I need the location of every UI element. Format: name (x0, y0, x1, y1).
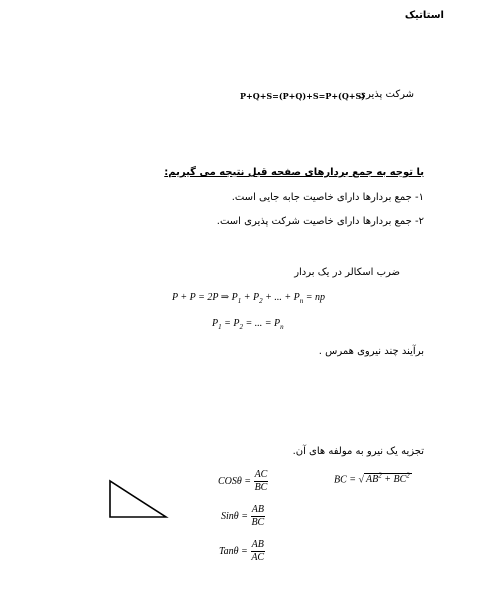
scalar-eq2-part1: P (212, 318, 219, 329)
conclusion-item-1: ۱- جمع بردارها دارای خاصیت جابه جایی است. (231, 192, 424, 203)
right-triangle-figure (104, 476, 170, 520)
scalar-eq1-sub2: 2 (259, 297, 263, 305)
page-header: استاتیک (404, 10, 444, 21)
sin-fraction (250, 505, 265, 528)
radicand-b-exp: 2 (406, 472, 410, 480)
scalar-heading: ضرب اسکالر در یک بردار (294, 267, 400, 278)
scalar-eq2-part3: = ... = P (242, 318, 281, 329)
scalar-eq1-part3: + ... + P (262, 292, 300, 303)
radicand-a: AB (366, 474, 379, 486)
sqrt-radicand (364, 473, 412, 485)
sin-formula (221, 505, 265, 528)
tan-fraction (250, 540, 265, 563)
sqrt-sign: √ (358, 474, 365, 486)
scalar-equation-2 (212, 318, 284, 331)
scalar-eq1-part1: P + P = 2P ⇒ P (172, 292, 238, 303)
radicand-plus: + BC (381, 474, 407, 486)
scalar-eq2-part2: = P (221, 318, 240, 329)
conclusion-heading: با توجه به جمع بردارهای صفحه قبل نتیجه می گیریم: (164, 167, 424, 178)
scalar-eq1-part4: = np (303, 292, 325, 303)
tan-lhs: Tanθ = (219, 545, 248, 557)
bc-lhs: BC = (334, 474, 359, 486)
cos-numerator: AC (254, 469, 268, 480)
sin-denominator: BC (251, 517, 265, 528)
cos-fraction (254, 470, 269, 493)
sin-lhs: Sinθ = (221, 510, 248, 522)
scalar-eq1-sub1: 1 (237, 297, 242, 305)
scalar-eq2-sub1: 1 (218, 323, 222, 331)
associativity-label: شرکت پذیری (358, 89, 414, 100)
associativity-formula: P+Q+S=(P+Q)+S=P+(Q+S) (240, 91, 366, 101)
scalar-equation-1 (172, 292, 325, 305)
cos-denominator: BC (254, 482, 268, 493)
bc-formula (334, 472, 412, 485)
decomposition-heading: تجزیه یک نیرو به مولفه های آن. (292, 446, 424, 457)
scalar-eq1-part2: + P (241, 292, 260, 303)
scalar-eq2-sub2: 2 (239, 323, 243, 331)
tan-denominator: AC (251, 552, 265, 563)
tan-formula (219, 540, 265, 563)
scalar-eq2-sub3: n (280, 323, 284, 331)
conclusion-item-2: ۲- جمع بردارها دارای خاصیت شرکت پذیری است. (216, 216, 424, 227)
radicand-a-exp: 2 (378, 472, 382, 480)
sin-numerator: AB (251, 504, 264, 515)
cos-lhs: COSθ = (218, 475, 252, 487)
right-triangle (110, 481, 166, 517)
cos-formula (218, 470, 268, 493)
tan-numerator: AB (251, 539, 264, 550)
resultant-text: برآیند چند نیروی همرس . (318, 346, 424, 357)
scalar-eq1-sub3: n (299, 297, 304, 305)
